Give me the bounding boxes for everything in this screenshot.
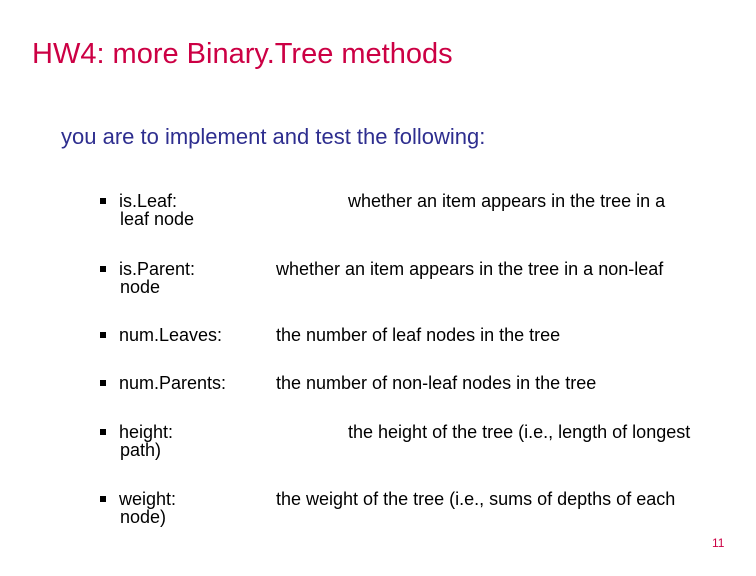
slide-subtitle: you are to implement and test the following: <box>61 124 486 149</box>
method-name: is.Parent: <box>119 259 196 279</box>
method-description-continuation: leaf node <box>120 209 195 229</box>
method-description: the height of the tree (i.e., length of longest <box>348 422 691 442</box>
method-description: whether an item appears in the tree in a non-leaf <box>276 259 664 279</box>
square-bullet-icon <box>100 332 106 338</box>
page-number: 11 <box>712 536 725 550</box>
square-bullet-icon <box>100 266 106 272</box>
method-name: weight: <box>119 489 177 509</box>
list-item-weight <box>0 490 756 540</box>
method-description-continuation: path) <box>120 440 162 460</box>
method-description: whether an item appears in the tree in a <box>348 191 666 211</box>
method-description-continuation: node) <box>120 507 167 527</box>
method-description: the number of non-leaf nodes in the tree <box>276 373 597 393</box>
method-name: is.Leaf: <box>119 191 178 211</box>
square-bullet-icon <box>100 380 106 386</box>
list-item-num-parents <box>0 374 756 424</box>
square-bullet-icon <box>100 429 106 435</box>
list-item-is-leaf <box>0 192 756 242</box>
square-bullet-icon <box>100 496 106 502</box>
method-description: the number of leaf nodes in the tree <box>276 325 561 345</box>
method-description-continuation: node <box>120 277 161 297</box>
list-item-num-leaves <box>0 326 756 376</box>
slide-title: HW4: more Binary.Tree methods <box>32 38 453 70</box>
list-item-is-parent <box>0 260 756 310</box>
method-name: num.Leaves: <box>119 325 223 345</box>
method-description: the weight of the tree (i.e., sums of depths of each <box>276 489 676 509</box>
method-name: height: <box>119 422 174 442</box>
method-name: num.Parents: <box>119 373 227 393</box>
list-item-height <box>0 423 756 473</box>
square-bullet-icon <box>100 198 106 204</box>
